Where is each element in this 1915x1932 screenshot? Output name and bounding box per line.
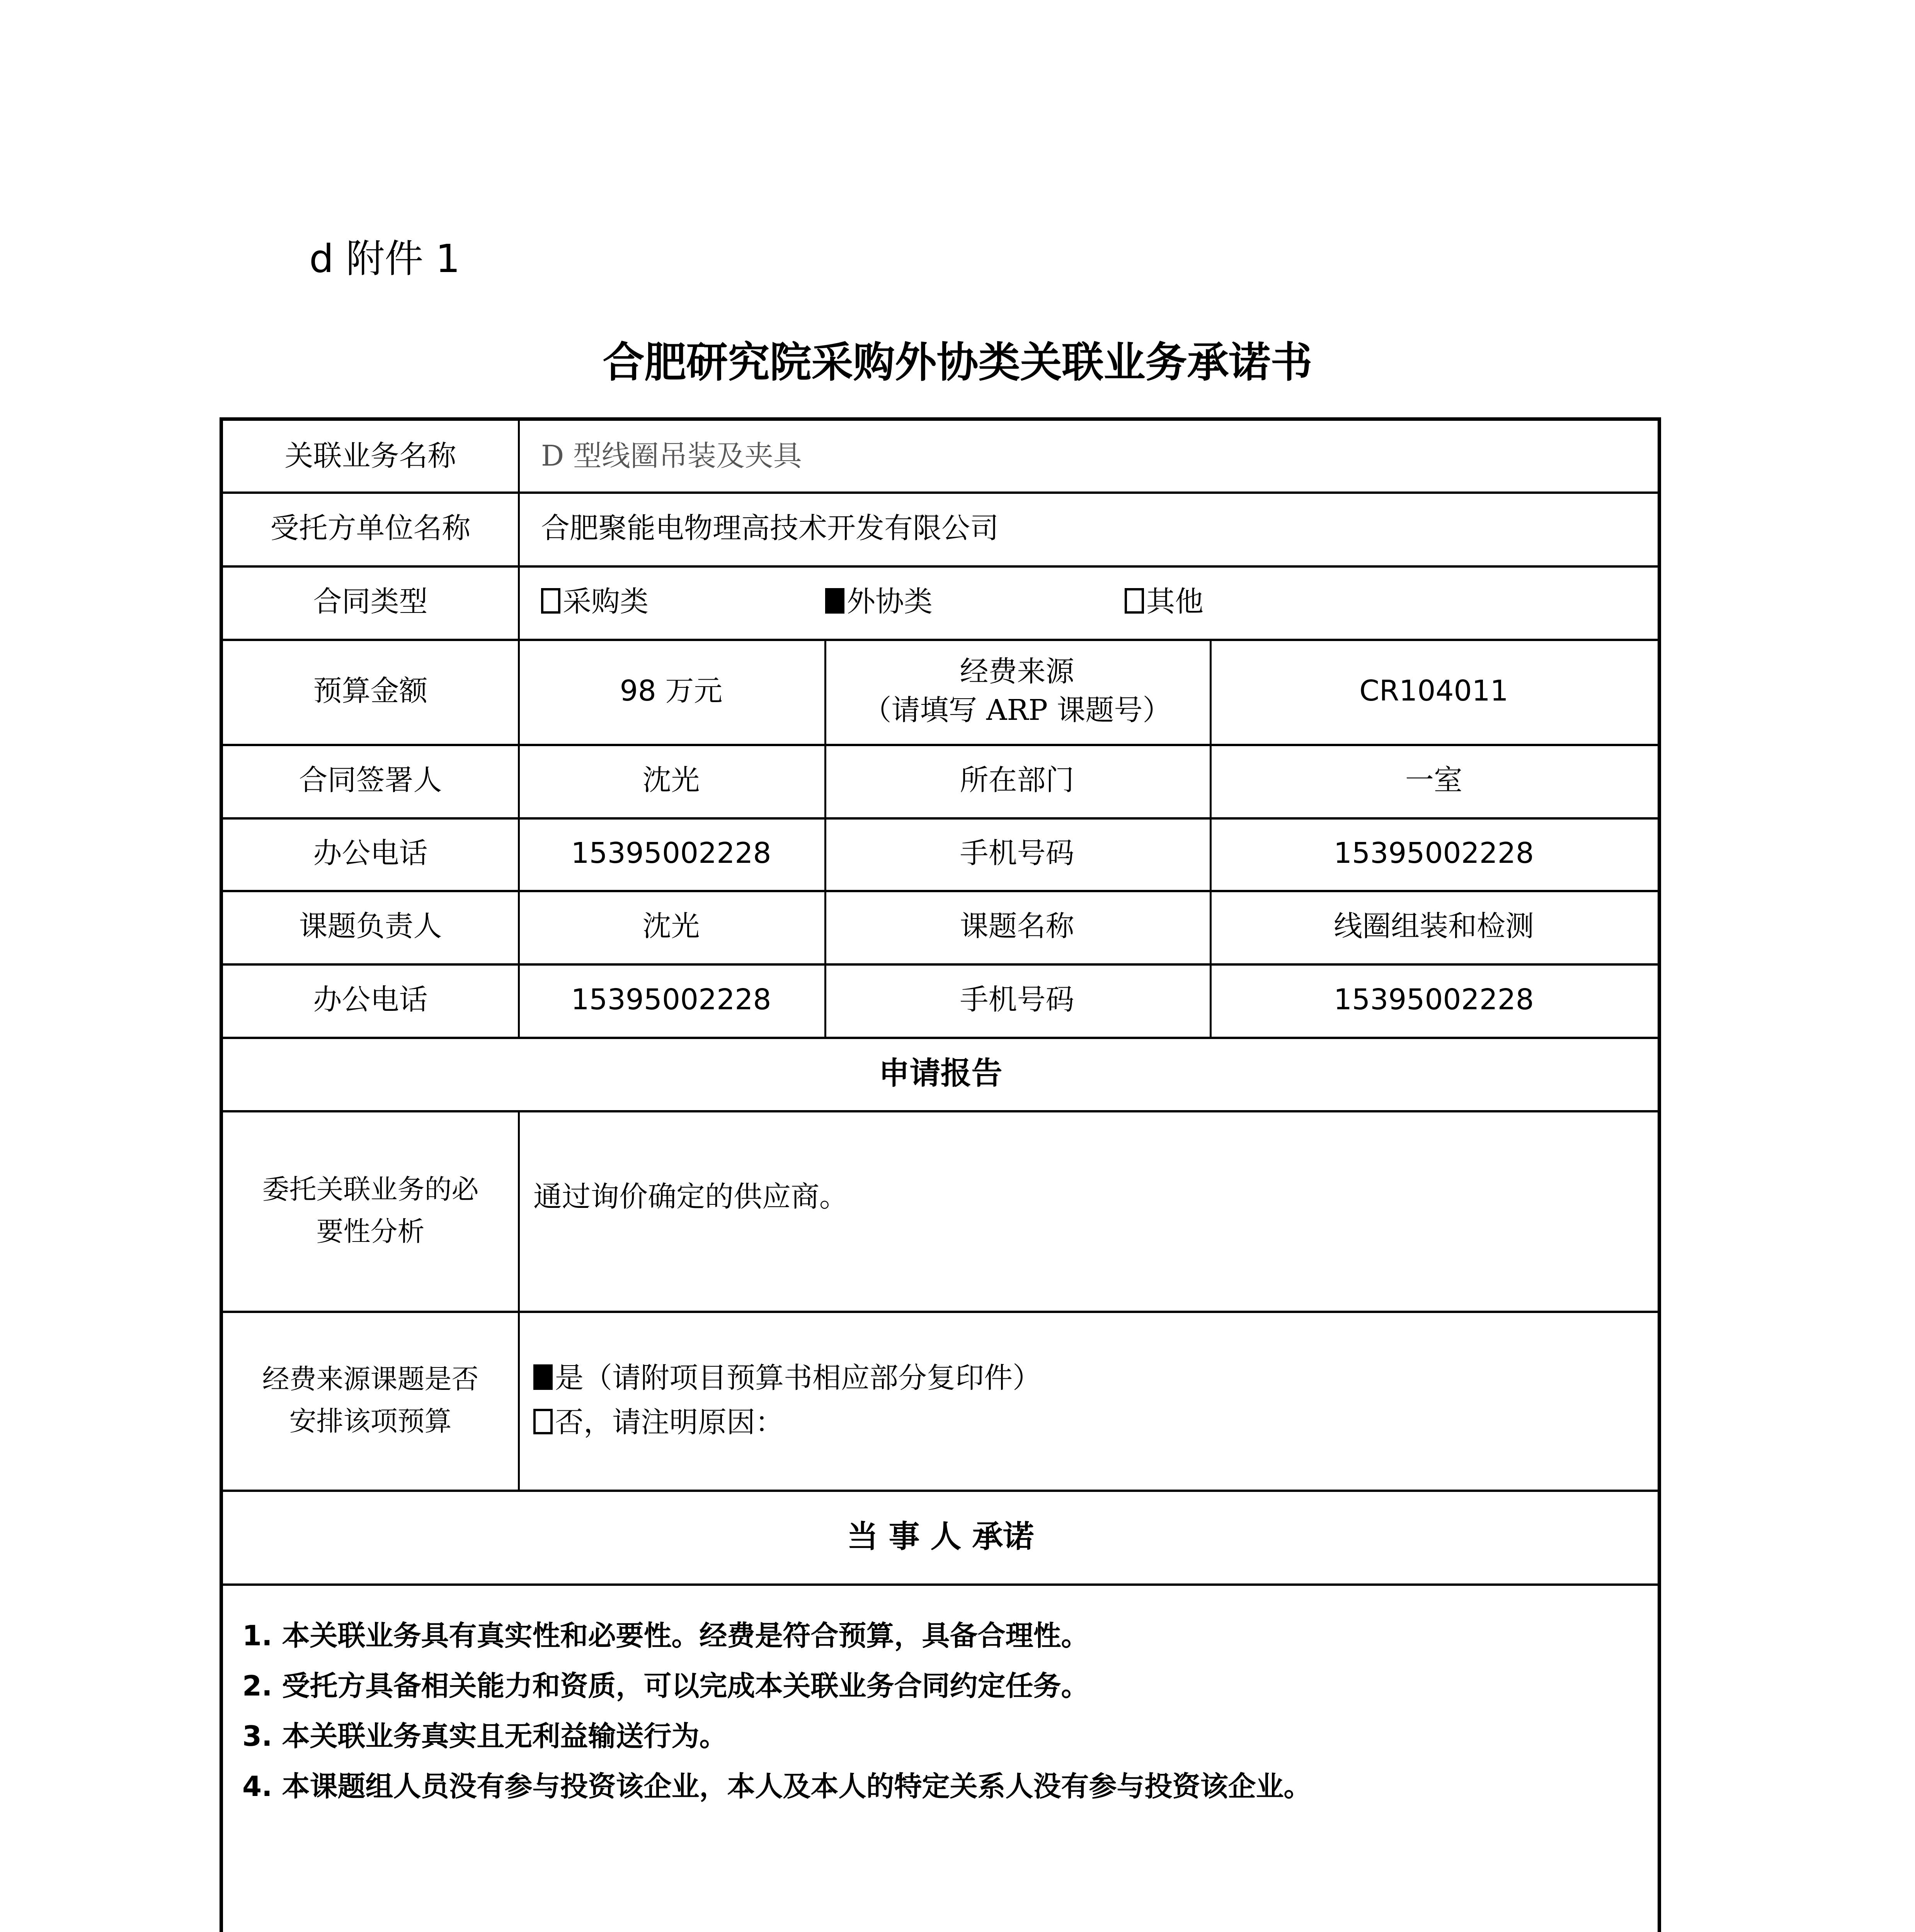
option-label: 是（请附项目预算书相应部分复印件） bbox=[555, 1361, 1041, 1395]
option-label: 采购类 bbox=[563, 585, 649, 619]
contract-type-option-procurement[interactable] bbox=[541, 583, 825, 621]
application-report-heading: 申请报告 bbox=[878, 1055, 1003, 1091]
commitment-body bbox=[223, 1583, 1658, 1932]
office-phone-label: 办公电话 bbox=[313, 837, 428, 870]
contract-type-option-other[interactable] bbox=[1125, 583, 1203, 621]
attachment-label: d 附件 1 bbox=[309, 236, 460, 281]
option-label: 否，请注明原因： bbox=[555, 1405, 784, 1439]
department-value: 一室 bbox=[1405, 764, 1462, 797]
entrusted-unit-label: 受托方单位名称 bbox=[270, 511, 471, 545]
checkbox-unchecked-icon[interactable] bbox=[541, 588, 560, 614]
mobile-value: 15395002228 bbox=[1334, 983, 1534, 1017]
checkbox-checked-icon[interactable] bbox=[533, 1364, 553, 1390]
entrusted-unit-value: 合肥聚能电物理高技术开发有限公司 bbox=[541, 511, 999, 545]
signer-label: 合同签署人 bbox=[299, 764, 442, 797]
commitment-item: 2. 受托方具备相关能力和资质，可以完成本关联业务合同约定任务。 bbox=[242, 1670, 1089, 1702]
office-phone-label: 办公电话 bbox=[313, 983, 428, 1017]
budget-arranged-options bbox=[518, 1311, 1658, 1490]
budget-arranged-option-yes[interactable] bbox=[533, 1356, 1041, 1400]
fund-source-label bbox=[824, 639, 1210, 744]
commitment-item: 4. 本课题组人员没有参与投资该企业，本人及本人的特定关系人没有参与投资该企业。 bbox=[242, 1770, 1312, 1803]
commitment-list bbox=[242, 1611, 1312, 1811]
business-name-label: 关联业务名称 bbox=[284, 439, 456, 473]
necessity-label bbox=[223, 1110, 518, 1311]
option-label: 其他 bbox=[1146, 585, 1203, 619]
necessity-label-line1: 委托关联业务的必 bbox=[262, 1173, 479, 1205]
budget-arranged-option-no[interactable] bbox=[533, 1400, 784, 1445]
signer-value: 沈光 bbox=[642, 764, 700, 797]
fund-source-label-line1: 经费来源 bbox=[960, 655, 1074, 689]
department-label: 所在部门 bbox=[960, 764, 1074, 797]
contract-type-option-outsourcing[interactable] bbox=[825, 583, 1125, 621]
checkbox-checked-icon[interactable] bbox=[825, 588, 844, 614]
office-phone-value: 15395002228 bbox=[571, 837, 771, 870]
fund-source-label-line2: （请填写 ARP 课题号） bbox=[863, 694, 1171, 727]
commitment-item: 3. 本关联业务真实且无利益输送行为。 bbox=[242, 1720, 727, 1752]
project-name-label: 课题名称 bbox=[960, 910, 1074, 943]
checkbox-unchecked-icon[interactable] bbox=[533, 1409, 553, 1434]
commitment-item: 1. 本关联业务具有真实性和必要性。经费是符合预算，具备合理性。 bbox=[242, 1619, 1089, 1652]
project-leader-label: 课题负责人 bbox=[299, 910, 442, 943]
business-name-value: D 型线圈吊装及夹具 bbox=[541, 439, 802, 473]
project-leader-value: 沈光 bbox=[642, 910, 700, 943]
budget-label: 预算金额 bbox=[313, 674, 428, 708]
project-name-value: 线圈组装和检测 bbox=[1334, 910, 1534, 943]
contract-type-options bbox=[518, 565, 1658, 639]
necessity-value: 通过询价确定的供应商。 bbox=[533, 1180, 848, 1213]
mobile-label: 手机号码 bbox=[960, 837, 1074, 870]
commitment-form-table bbox=[220, 417, 1661, 1932]
budget-arranged-label-line2: 安排该项预算 bbox=[289, 1405, 452, 1437]
budget-arranged-label-line1: 经费来源课题是否 bbox=[262, 1363, 479, 1395]
fund-source-value: CR104011 bbox=[1359, 674, 1508, 708]
document-title: 合肥研究院采购外协类关联业务承诺书 bbox=[603, 338, 1312, 387]
budget-value: 98 万元 bbox=[620, 674, 723, 708]
necessity-label-line2: 要性分析 bbox=[316, 1215, 425, 1247]
mobile-value: 15395002228 bbox=[1334, 837, 1534, 870]
office-phone-value: 15395002228 bbox=[571, 983, 771, 1017]
checkbox-unchecked-icon[interactable] bbox=[1125, 588, 1144, 614]
contract-type-label: 合同类型 bbox=[313, 585, 428, 619]
mobile-label: 手机号码 bbox=[960, 983, 1074, 1017]
budget-arranged-label bbox=[223, 1311, 518, 1490]
commitment-heading: 当 事 人 承诺 bbox=[847, 1518, 1034, 1554]
option-label: 外协类 bbox=[847, 585, 933, 619]
